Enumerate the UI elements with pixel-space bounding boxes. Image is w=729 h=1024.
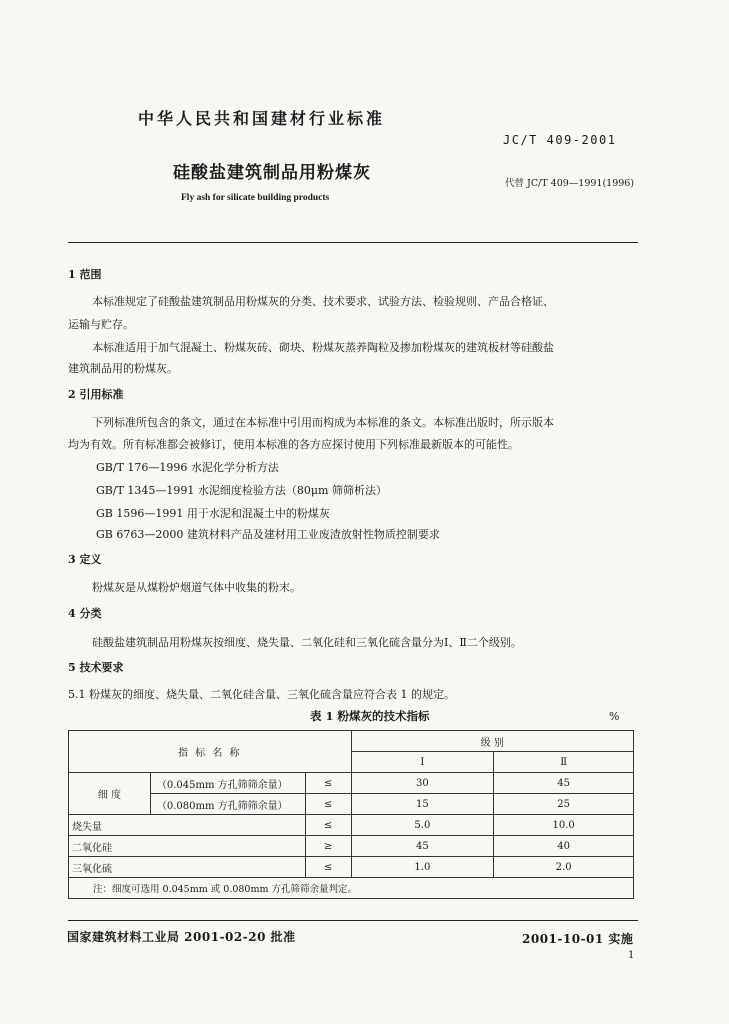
section-1-para-1-line-2: 运输与贮存。 [68,318,134,331]
table-row [69,836,634,857]
row-grade-2: 45 [494,773,634,794]
header-grade-2: Ⅱ [494,752,634,773]
reference-item: GB 1596—1991 用于水泥和混凝土中的粉煤灰 [96,507,330,520]
table-note-row [69,878,634,899]
row-operator: ≥ [305,836,351,857]
row-operator: ≤ [305,794,351,815]
table-row [69,794,634,815]
fineness-label: 细 度 [69,773,151,815]
row-operator: ≤ [305,815,351,836]
header-grade-1: Ⅰ [351,752,494,773]
document-title: 硅酸盐建筑制品用粉煤灰 [173,163,371,183]
section-2-para-line-2: 均为有效。所有标准都会被修订，使用本标准的各方应探讨使用下列标准最新版本的可能性。 [68,438,519,451]
table-note: 注：细度可选用 0.045mm 或 0.080mm 方孔筛筛余量判定。 [69,878,634,899]
section-5-1-para: 5.1 粉煤灰的细度、烧失量、二氧化硅含量、三氧化硫含量应符合表 1 的规定。 [68,688,455,701]
section-3-para: 粉煤灰是从煤粉炉烟道气体中收集的粉末。 [92,581,301,594]
reference-item: GB/T 1345—1991 水泥细度检验方法（80μm 筛筛析法） [96,484,387,497]
table-row [69,773,634,794]
row-grade-1: 30 [351,773,494,794]
table-row [69,815,634,836]
section-1-para-2-line-2: 建筑制品用的粉煤灰。 [68,362,178,375]
row-name: （0.080mm 方孔筛筛余量） [150,794,305,815]
approval-line: 国家建筑材料工业局 2001-02-20 批准 [67,930,296,944]
section-1-heading: 1 范围 [68,268,102,281]
row-operator: ≤ [305,857,351,878]
effective-date: 2001-10-01 实施 [522,932,634,946]
standard-number: JC/T 409-2001 [503,133,617,147]
row-grade-1: 1.0 [351,857,494,878]
row-grade-2: 40 [494,836,634,857]
section-4-heading: 4 分类 [68,607,102,620]
header-grade: 级 别 [351,731,633,752]
row-grade-1: 45 [351,836,494,857]
table-unit: % [609,710,620,723]
section-1-para-2-line-1: 本标准适用于加气混凝土、粉煤灰砖、砌块、粉煤灰蒸养陶粒及掺加粉煤灰的建筑板材等硅酸盐 [92,341,554,354]
table-row [69,857,634,878]
page-number: 1 [628,950,635,961]
row-grade-1: 15 [351,794,494,815]
footer-rule [68,920,638,921]
section-2-para-line-1: 下列标准所包含的条文，通过在本标准中引用而构成为本标准的条文。本标准出版时，所示版本 [92,416,554,429]
row-grade-1: 5.0 [351,815,494,836]
header-rule [68,242,638,243]
row-operator: ≤ [305,773,351,794]
replaces-note: 代替 JC/T 409—1991(1996) [505,178,635,189]
row-grade-2: 25 [494,794,634,815]
table-header-row [69,731,634,752]
row-name: （0.045mm 方孔筛筛余量） [150,773,305,794]
section-5-heading: 5 技术要求 [68,661,124,674]
section-1-para-1-line-1: 本标准规定了硅酸盐建筑制品用粉煤灰的分类、技术要求、试验方法、检验规则、产品合格证、 [92,295,554,308]
row-name: 三氧化硫 [69,857,306,878]
document-title-en: Fly ash for silicate building products [181,193,330,203]
reference-item: GB 6763—2000 建筑材料产品及建材用工业废渣放射性物质控制要求 [96,528,440,541]
row-name: 二氧化硅 [69,836,306,857]
header-index-name: 指 标 名 称 [69,731,352,773]
org-title: 中华人民共和国建材行业标准 [138,109,386,128]
row-grade-2: 10.0 [494,815,634,836]
table-caption: 表 1 粉煤灰的技术指标 [310,709,430,723]
row-name: 烧失量 [69,815,306,836]
section-3-heading: 3 定义 [68,553,102,566]
technical-indicators-table [68,730,634,899]
section-4-para: 硅酸盐建筑制品用粉煤灰按细度、烧失量、二氧化硅和三氧化硫含量分为Ⅰ、Ⅱ二个级别。 [92,636,522,649]
reference-item: GB/T 176—1996 水泥化学分析方法 [96,461,279,474]
section-2-heading: 2 引用标准 [68,388,124,401]
row-grade-2: 2.0 [494,857,634,878]
